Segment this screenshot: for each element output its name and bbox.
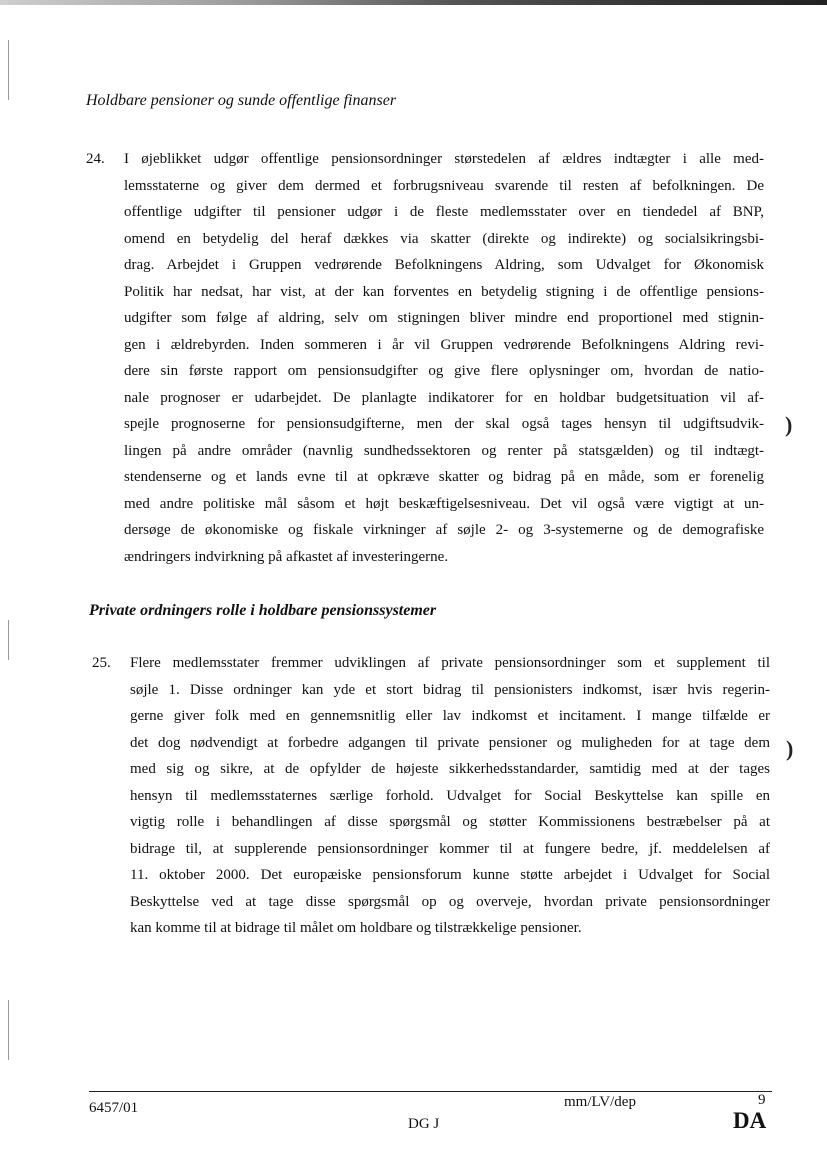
paragraph-line: lemsstaterne og giver dem dermed et forbrugsniveau svarende til resten af befolkningen. De bbox=[124, 177, 764, 194]
paragraph-number: 25. bbox=[92, 655, 111, 671]
scan-edge-mark bbox=[8, 1000, 9, 1060]
paragraph-number: 24. bbox=[86, 151, 105, 167]
paragraph-line: offentlige udgifter til pensioner udgør i de fleste medlemsstater over en tiendedel af BNP, bbox=[124, 204, 764, 220]
footer-directorate: DG J bbox=[408, 1116, 440, 1132]
paragraph-line: gen i ældrebyrden. Inden sommeren i år vil Gruppen vedrørende Befolkningens Aldring revi- bbox=[124, 336, 764, 353]
paragraph-line: I øjeblikket udgør offentlige pensionsordninger størstedelen af ældres indtægter i alle med- bbox=[124, 151, 764, 167]
paragraph-line: søjle 1. Disse ordninger kan yde et stort bidrag til pensionisters indkomst, især hvis regerin- bbox=[130, 681, 770, 698]
top-scan-border bbox=[0, 0, 827, 5]
paragraph-line: hensyn til medlemsstaternes særlige forhold. Udvalget for Social Beskyttelse kan spille en bbox=[130, 787, 770, 804]
paragraph-25 bbox=[92, 650, 770, 942]
paragraph-line: vigtig rolle i behandlingen af disse spørgsmål og støtter Kommissionens bestræbelser på at bbox=[130, 814, 770, 830]
paragraph-line: kan komme til at bidrage til målet om holdbare og tilstrækkelige pensioner. bbox=[130, 920, 582, 936]
section-heading-sustainable-pensions: Holdbare pensioner og sunde offentlige finanser bbox=[86, 92, 397, 109]
paragraph-line: Politik har nedsat, har vist, at der kan forventes en betydelig stigning i de offentlige pensions- bbox=[124, 283, 764, 300]
section-heading-private-schemes: Private ordningers rolle i holdbare pensionssystemer bbox=[89, 602, 437, 619]
margin-punch-mark: ) bbox=[786, 736, 794, 761]
paragraph-line: stendenserne og et lands evne til at opkræve skatter og bidrag på en måde, som er forenelig bbox=[124, 469, 764, 485]
paragraph-line: 11. oktober 2000. Det europæiske pensionsforum kunne støtte arbejdet i Udvalget for Social bbox=[130, 867, 770, 883]
paragraph-line: nale prognoser er udarbejdet. De planlagte indikatorer for en holdbar budgetsituation vil af- bbox=[124, 389, 764, 406]
footer-reference: mm/LV/dep bbox=[564, 1094, 636, 1110]
paragraph-line: Flere medlemsstater fremmer udviklingen af private pensionsordninger som et supplement til bbox=[130, 655, 770, 671]
footer-language-code: DA bbox=[733, 1108, 767, 1133]
paragraph-line: omend en betydelig del heraf dækkes via skatter (direkte og indirekte) og socialsikringsbi- bbox=[124, 230, 764, 247]
paragraph-line: bidrage til, at supplerende pensionsordninger kommer til at fungere bedre, jf. meddelelsen af bbox=[130, 840, 770, 857]
paragraph-line: drag. Arbejdet i Gruppen vedrørende Befolkningens Aldring, som Udvalget for Økonomisk bbox=[124, 257, 764, 273]
margin-punch-mark: ) bbox=[785, 412, 793, 437]
paragraph-line: med sig og sikre, at de opfylder de højeste sikkerhedsstandarder, samtidig med at der tages bbox=[130, 761, 770, 777]
paragraph-line: lingen på andre områder (navnlig sundhedssektoren og renter på statsgælden) og til indtægt- bbox=[124, 442, 764, 459]
scan-edge-mark bbox=[8, 620, 9, 660]
footer-page-number: 9 bbox=[758, 1092, 766, 1108]
paragraph-24 bbox=[86, 146, 764, 570]
paragraph-line: udgifter som følge af aldring, selv om stigningen bliver mindre end proportionel med stignin- bbox=[124, 310, 764, 326]
footer-document-number: 6457/01 bbox=[89, 1100, 139, 1116]
paragraph-line: det dog nødvendigt at forbedre adgangen til private pensioner og muligheden for at tage dem bbox=[130, 734, 770, 751]
paragraph-line: dersøge de økonomiske og fiskale virkninger af søjle 2- og 3-systemerne og de demografiske bbox=[124, 522, 764, 538]
paragraph-line: ændringers indvirkning på afkastet af investeringerne. bbox=[124, 548, 449, 565]
paragraph-line: dere sin første rapport om pensionsudgifter og give flere oplysninger om, hvordan de natio- bbox=[124, 363, 764, 379]
paragraph-line: gerne giver folk med en gennemsnitlig eller lav indkomst et incitament. I mange tilfælde er bbox=[130, 708, 770, 724]
paragraph-line: Beskyttelse ved at tage disse spørgsmål op og overveje, hvordan private pensionsordninger bbox=[130, 893, 770, 910]
paragraph-line: med andre politiske mål såsom et højt beskæftigelsesniveau. Det vil også være vigtigt at un- bbox=[124, 495, 764, 512]
footer-divider bbox=[89, 1091, 772, 1092]
paragraph-line: spejle prognoserne for pensionsudgifterne, men der skal også tages hensyn til udgiftsudvik- bbox=[124, 416, 764, 432]
scan-edge-mark bbox=[8, 40, 9, 100]
